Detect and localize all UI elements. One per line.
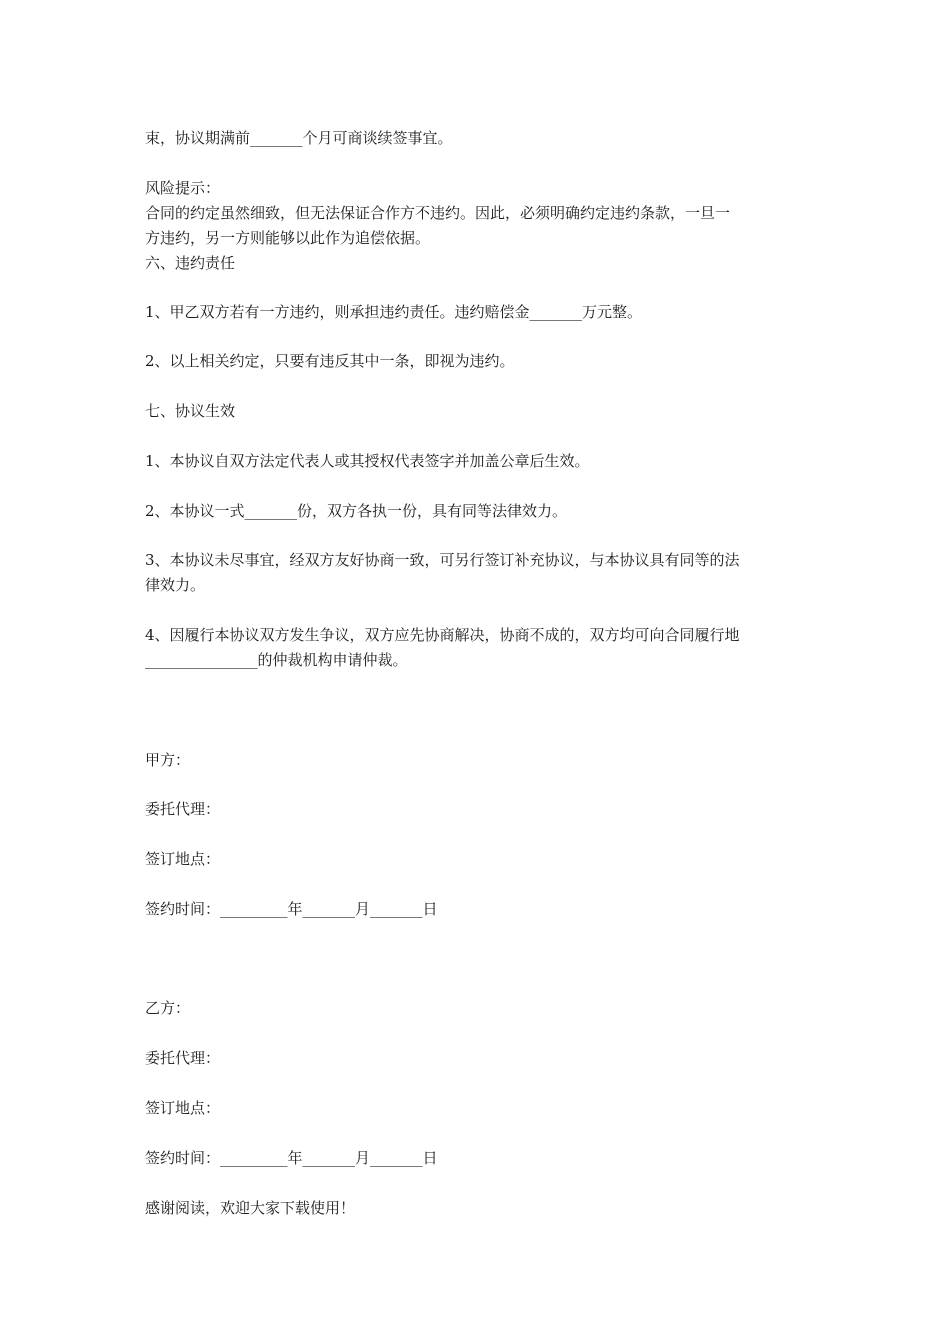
party-a-label: 甲方： (145, 751, 191, 769)
party-a-time: 签约时间：_________年_______月_______日 (145, 900, 438, 918)
party-a-agent: 委托代理： (145, 800, 221, 818)
section-7-item-1: 1、本协议自双方法定代表人或其授权代表签字并加盖公章后生效。 (145, 452, 590, 470)
party-b-place: 签订地点： (145, 1099, 221, 1117)
section-7-item-2: 2、本协议一式_______份，双方各执一份，具有同等法律效力。 (145, 502, 568, 520)
document-page (145, 0, 810, 1344)
paragraph-term-renewal: 束，协议期满前_______个月可商谈续签事宜。 (145, 129, 453, 147)
section-7-heading: 七、协议生效 (145, 402, 236, 420)
closing-note: 感谢阅读，欢迎大家下载使用！ (145, 1199, 356, 1217)
section-7-item-4-line-1: 4、因履行本协议双方发生争议，双方应先协商解决，协商不成的，双方均可向合同履行地 (145, 626, 740, 644)
section-6-item-1: 1、甲乙双方若有一方违约，则承担违约责任。违约赔偿金_______万元整。 (145, 303, 643, 321)
risk-heading: 风险提示： (145, 179, 221, 197)
section-6-item-2: 2、以上相关约定，只要有违反其中一条，即视为违约。 (145, 352, 515, 370)
section-7-item-3-line-2: 律效力。 (145, 576, 206, 594)
section-7-item-3-line-1: 3、本协议未尽事宜，经双方友好协商一致，可另行签订补充协议，与本协议具有同等的法 (145, 551, 740, 569)
section-7-item-4-line-2: _______________的仲裁机构申请仲裁。 (145, 651, 408, 669)
risk-text-line-1: 合同的约定虽然细致，但无法保证合作方不违约。因此，必须明确约定违约条款，一旦一 (145, 204, 731, 222)
risk-text-line-2: 方违约，另一方则能够以此作为追偿依据。 (145, 229, 431, 247)
party-b-time: 签约时间：_________年_______月_______日 (145, 1149, 438, 1167)
party-b-label: 乙方： (145, 999, 191, 1017)
party-a-place: 签订地点： (145, 850, 221, 868)
party-b-agent: 委托代理： (145, 1049, 221, 1067)
section-6-heading: 六、违约责任 (145, 254, 236, 272)
